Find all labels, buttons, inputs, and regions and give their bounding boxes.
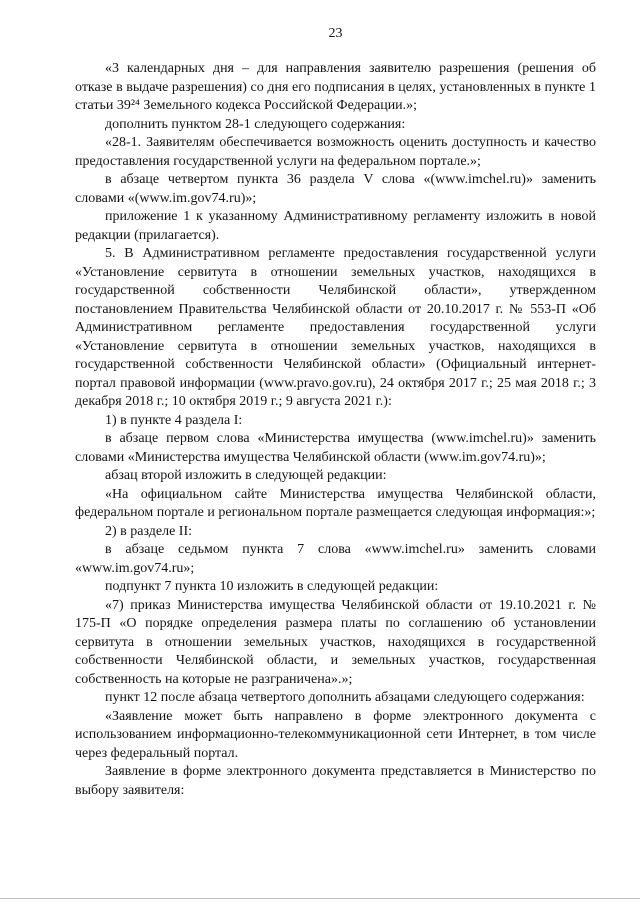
paragraph-15: пункт 12 после абзаца четвертого дополнить абзацами следующего содержания: bbox=[105, 690, 585, 705]
document-body bbox=[75, 60, 596, 800]
paragraph-9: абзац второй изложить в следующей редакции: bbox=[105, 468, 387, 483]
paragraph-7: 1) в пункте 4 раздела I: bbox=[105, 412, 243, 428]
paragraph-2: дополнить пунктом 28-1 следующего содержания: bbox=[105, 116, 406, 132]
paragraph-11: 2) в разделе II: bbox=[105, 523, 193, 539]
paragraph-17: Заявление в форме электронного документа представляется в Министерство по выбору заявителя: bbox=[75, 764, 596, 798]
paragraph-12: в абзаце седьмом пункта 7 слова «www.imchel.ru» заменить словами «www.im.gov74.ru»; bbox=[75, 542, 596, 576]
paragraph-1: «3 календарных дня – для направления заявителю разрешения (решения об отказе в выдаче разрешения) со дня его подписания в целях, установленных в пункте 1 статьи 39²⁴ Земельного кодекса Российской Федерации.»; bbox=[75, 61, 596, 113]
paragraph-13: подпункт 7 пункта 10 изложить в следующей редакции: bbox=[105, 579, 439, 594]
page-number: 23 bbox=[328, 26, 343, 41]
paragraph-6: 5. В Административном регламенте предоставления государственной услуги «Установление сервитута в отношении земельных участков, находящихся в государственной собственности Челябинской области», утвержденном постановлением Правительства Челябинской области от 20.10.2017 г. № 553-П «Об Административном регламенте предоставления государственной услуги «Установление сервитута в отношении земельных участков, находящихся в государственной собственности Челябинской области» (Официальный интернет-портал правовой информации (www.pravo.gov.ru), 24 октября 2017 г.; 25 мая 2018 г.; 3 декабря 2018 г.; 10 октября 2019 г.; 9 августа 2021 г.): bbox=[75, 246, 596, 409]
paragraph-10: «На официальном сайте Министерства имущества Челябинской области, федеральном портале и региональном портале размещается следующая информация:»; bbox=[75, 486, 596, 520]
paragraph-14: «7) приказ Министерства имущества Челябинской области от 19.10.2021 г. № 175-П «О порядке определения размера платы по соглашению об установлении сервитута в отношении земельных участков, находящихся в государственной собственности Челябинской области, и земельных участков, государственная собственность на которые не разграничена».»; bbox=[75, 597, 596, 687]
paragraph-16: «Заявление может быть направлено в форме электронного документа с использованием информационно-телекоммуникационной сети Интернет, в том числе через федеральный портал. bbox=[75, 708, 596, 761]
paragraph-3: «28-1. Заявителям обеспечивается возможность оценить доступность и качество предоставления государственной услуги на федеральном портале.»; bbox=[75, 135, 596, 169]
paragraph-4: в абзаце четвертом пункта 36 раздела V слова «(www.imchel.ru)» заменить словами «(www.im.gov74.ru)»; bbox=[75, 172, 596, 206]
paragraph-5: приложение 1 к указанному Административному регламенту изложить в новой редакции (прилагается). bbox=[75, 209, 596, 243]
page-bottom-edge bbox=[0, 898, 640, 899]
paragraph-8: в абзаце первом слова «Министерства имущества (www.imchel.ru)» заменить словами «Министерства имущества Челябинской области (www.im.gov74.ru)»; bbox=[75, 431, 596, 465]
